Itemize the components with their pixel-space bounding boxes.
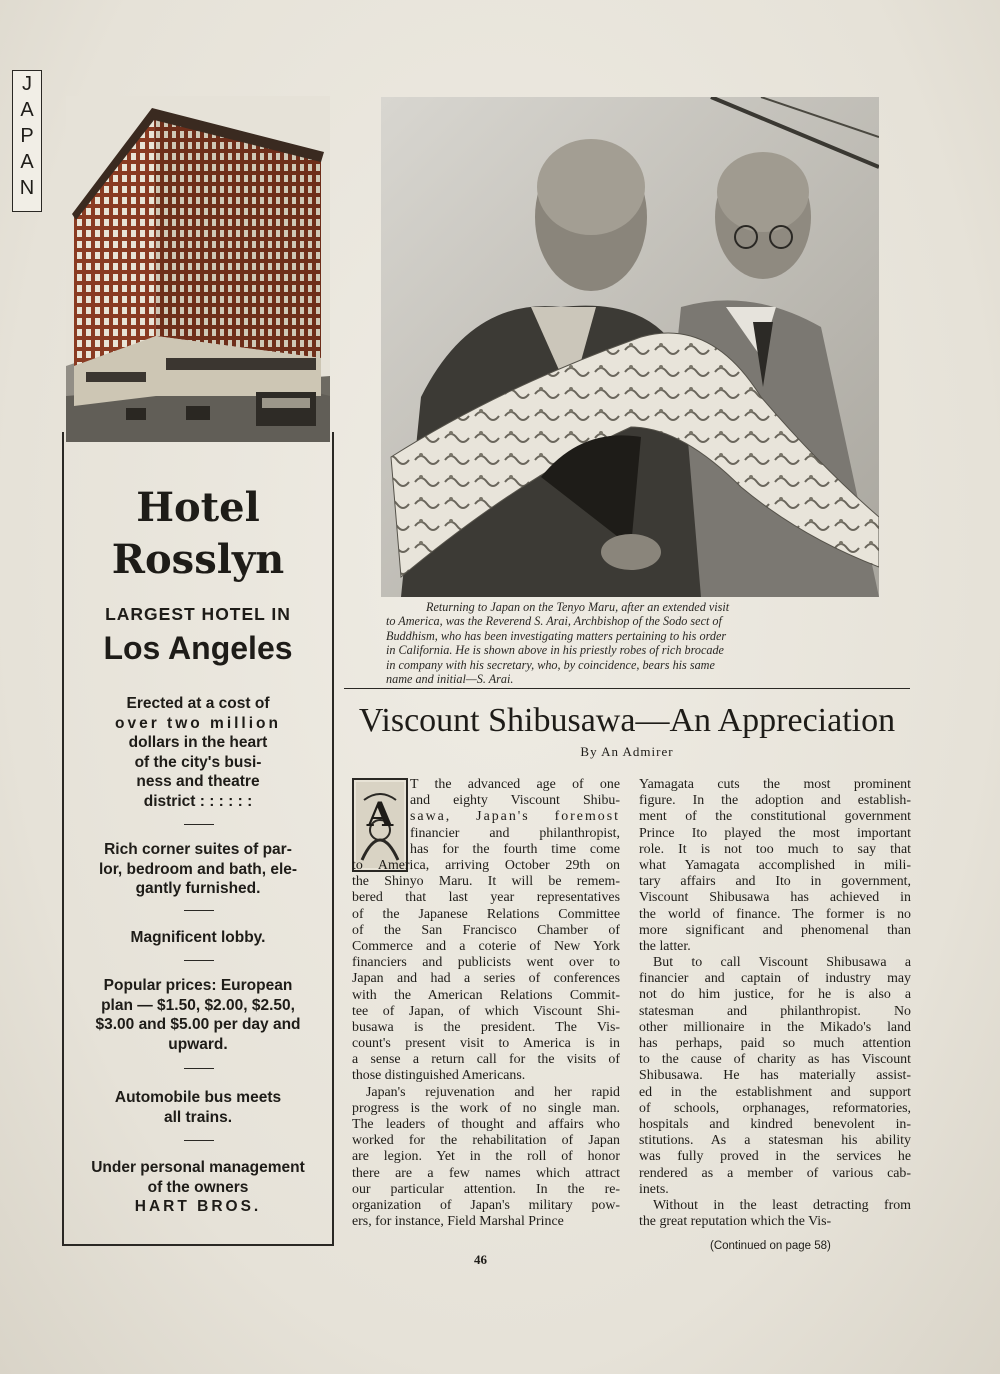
text-line: more significant and phenomenal than — [639, 922, 911, 938]
text-line: and eighty Viscount Shibu- — [410, 793, 620, 809]
text-line: other millionaire in the Mikado's land — [639, 1019, 911, 1035]
text-line: what Yamagata accomplished in mili- — [639, 857, 911, 873]
text-line: figure. In the adoption and establish- — [639, 793, 911, 809]
text-line: Commerce and a coterie of New York — [352, 938, 620, 954]
ad-line: lor, bedroom and bath, ele- — [98, 860, 298, 878]
text-line: tee of Japan, of which Viscount Shi- — [352, 1003, 620, 1019]
ad-block-prices — [64, 976, 332, 1054]
text-line: stitutions. As a statesman his ability — [639, 1133, 911, 1149]
ad-city: Los Angeles — [103, 630, 293, 666]
side-tab-letter: A — [20, 99, 34, 121]
caption-line: Returning to Japan on the Tenyo Maru, after an extended visit — [426, 600, 730, 614]
ad-line: ness and theatre — [136, 773, 260, 790]
hotel-advertisement — [62, 432, 334, 1246]
text-line: financiers and publicists went over to — [352, 955, 620, 971]
ad-line: district : : : : : : — [143, 792, 253, 810]
ad-divider — [184, 1140, 214, 1141]
article-column-2 — [639, 777, 911, 1230]
ad-title-line2: Rosslyn — [111, 536, 285, 583]
text-line: tary affairs and Ito in government, — [639, 874, 911, 890]
article-headline: Viscount Shibusawa—An Appreciation — [358, 702, 896, 739]
ad-block-bus — [64, 1088, 332, 1127]
ad-subtitle: LARGEST HOTEL IN — [105, 604, 291, 624]
text-line: Without in the least detracting from — [653, 1197, 911, 1213]
caption-line: in California. He is shown above in his priestly robes of rich brocade — [386, 643, 724, 658]
ad-line: of the owners — [147, 1178, 249, 1196]
ad-divider — [184, 824, 214, 825]
text-line: Prince Ito played the most important — [639, 825, 911, 841]
ad-block-cost — [64, 694, 332, 811]
page-number: 46 — [474, 1252, 487, 1267]
text-line: The leaders of thought and affairs who — [352, 1117, 620, 1132]
caption-line: name and initial—S. Arai. — [386, 672, 514, 687]
text-line: a sense a return call for the visits of — [352, 1052, 620, 1068]
text-line: financier and philanthropist, — [410, 825, 620, 841]
text-line: organization of Japan's military pow- — [352, 1197, 620, 1213]
text-line: financier and captain of industry may — [639, 971, 911, 987]
text-line: role. It is not too much to say that — [639, 841, 911, 857]
article-col1-dropcap-text — [410, 777, 620, 858]
ad-line: dollars in the heart — [128, 734, 268, 751]
text-line: progress is the work of no single man. — [352, 1100, 620, 1116]
text-line: was fully proved in the services he — [639, 1149, 911, 1165]
text-line: of schools, orphanages, reformatories, — [639, 1100, 911, 1116]
text-line: has perhaps, paid so much attention — [639, 1036, 911, 1051]
text-line: ment of the constitutional government — [639, 809, 911, 825]
side-tab-letter: A — [20, 151, 34, 173]
text-line: are legion. Yet in the roll of honor — [352, 1149, 620, 1165]
caption-line: Buddhism, who has been investigating matters pertaining to his order — [386, 628, 727, 643]
text-line: sawa, Japan's foremost — [410, 809, 620, 825]
ad-line: over two million — [115, 714, 281, 732]
drop-cap-letter: A — [366, 795, 394, 835]
text-line: ed in the establishment and support — [639, 1084, 911, 1100]
portrait-photo-two-monks — [381, 97, 879, 597]
article-column-1 — [352, 858, 620, 1230]
ad-divider — [184, 1068, 214, 1069]
text-line: Japan's rejuvenation and her rapid — [366, 1084, 620, 1100]
text-line: of the Japanese Relations Committee — [352, 906, 620, 922]
text-line: with the American Relations Commit- — [352, 987, 620, 1003]
ad-line: plan — $1.50, $2.00, $2.50, — [101, 996, 295, 1014]
side-tab-letter: P — [20, 125, 34, 147]
ad-title-line1: Hotel — [136, 484, 260, 531]
ad-line: upward. — [168, 1035, 228, 1053]
ad-block-management — [64, 1158, 332, 1217]
side-tab-letter: J — [22, 73, 32, 95]
ad-block-lobby — [64, 928, 332, 948]
ad-line: Automobile bus meets — [114, 1089, 282, 1106]
text-line: rendered as a member of various cab- — [639, 1165, 911, 1181]
text-line: But to call Viscount Shibusawa a — [653, 955, 911, 971]
ad-block-suites — [64, 840, 332, 899]
section-rule — [344, 688, 910, 689]
ad-line: Popular prices: European — [103, 977, 293, 994]
text-line: busawa is the president. The Vis- — [352, 1019, 620, 1035]
article-byline: By An Admirer — [580, 744, 674, 759]
text-line: Viscount Shibusawa has achieved in — [639, 890, 911, 906]
text-line: worked for the rehabilitation of Japan — [352, 1133, 620, 1149]
text-line: Yamagata cuts the most prominent — [639, 777, 911, 792]
text-line: the world of finance. The former is no — [639, 906, 911, 922]
text-line: has for the fourth time come — [410, 841, 620, 857]
text-line: our particular attention. In the re- — [352, 1181, 620, 1197]
text-line: the latter. — [639, 938, 691, 954]
ad-divider — [184, 910, 214, 911]
side-tab-letter: N — [19, 177, 35, 199]
ad-line: of the city's busi- — [134, 753, 262, 771]
text-line: T the advanced age of one — [410, 777, 620, 792]
text-line: the great reputation which the Vis- — [639, 1214, 832, 1230]
text-line: inets. — [639, 1181, 669, 1197]
ad-line: Under personal management — [91, 1159, 305, 1176]
text-line: to America, arriving October 29th on — [352, 858, 620, 873]
caption-line: in company with his secretary, who, by coincidence, bears his same — [386, 657, 715, 672]
ad-line: all trains. — [163, 1108, 233, 1126]
ad-line: Rich corner suites of par- — [104, 841, 292, 858]
text-line: of the San Francisco Chamber of — [352, 922, 620, 938]
photo-caption — [386, 600, 872, 686]
text-line: statesman and philanthropist. No — [639, 1003, 911, 1019]
text-line: there are a few names which attract — [352, 1165, 620, 1181]
continued-note: (Continued on page 58) — [710, 1240, 831, 1252]
ad-line: $3.00 and $5.00 per day and — [95, 1016, 301, 1033]
side-tab-japan — [12, 70, 42, 212]
text-line: Shibusawa. He has materially assist- — [639, 1068, 911, 1084]
text-line: ers, for instance, Field Marshal Prince — [352, 1214, 564, 1230]
drop-cap-ornament-icon — [354, 780, 406, 870]
ad-divider — [184, 960, 214, 961]
hotel-building-photo — [66, 96, 330, 442]
text-line: the Shinyo Maru. It will be remem- — [352, 874, 620, 890]
text-line: bered that last year representatives — [352, 890, 620, 906]
ad-line: HART BROS. — [134, 1198, 262, 1215]
caption-line: to America, was the Reverend S. Arai, Archbishop of the Sodo sect of — [386, 614, 722, 629]
ad-line: gantly furnished. — [135, 880, 261, 897]
text-line: to the cause of charity as has Viscount — [639, 1052, 911, 1068]
ad-line: Erected at a cost of — [126, 695, 270, 712]
text-line: Japan and had a series of conferences — [352, 971, 620, 987]
ad-line: Magnificent lobby. — [130, 929, 266, 946]
text-line: those distinguished Americans. — [352, 1068, 526, 1084]
text-line: count's present visit to America is in — [352, 1036, 620, 1052]
text-line: hospitals and kindred benevolent in- — [639, 1116, 911, 1132]
text-line: not do him justice, for he is also a — [639, 987, 911, 1003]
